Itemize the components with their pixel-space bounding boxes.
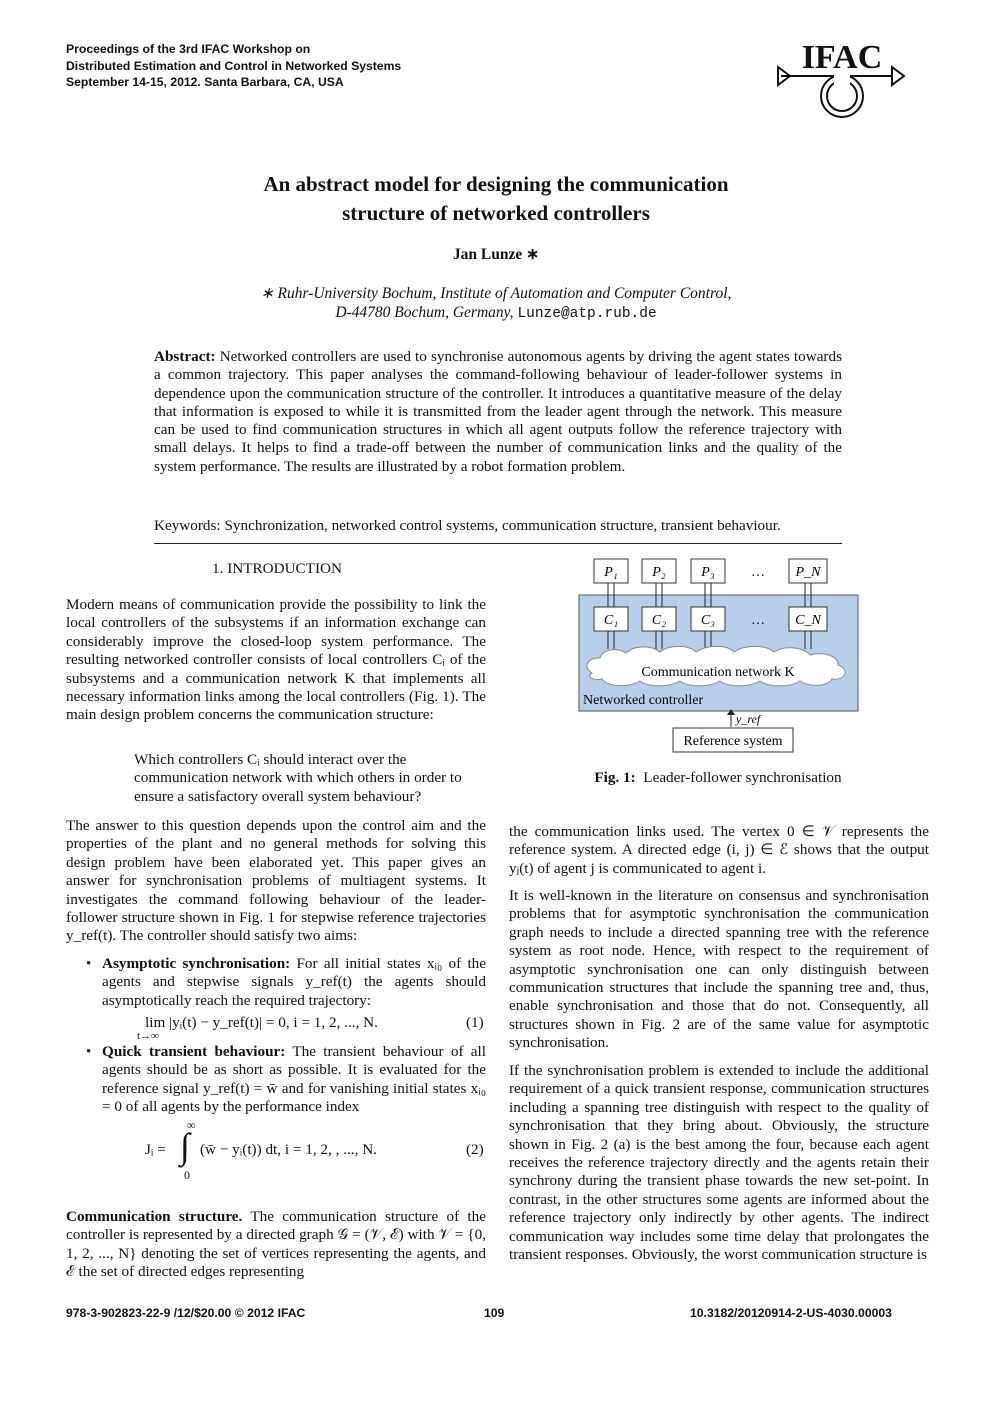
integral-icon: ∫	[180, 1126, 190, 1166]
equation-2-lower: 0	[184, 1168, 190, 1182]
plant-label: P₁	[604, 565, 618, 580]
caption-text: Leader-follower synchronisation	[643, 769, 842, 786]
footer-doi: 10.3182/20120914-2-US-4030.00003	[690, 1306, 892, 1320]
bullet-label: Quick transient behaviour:	[102, 1043, 286, 1060]
bullet-asymptotic	[86, 955, 487, 1010]
affiliation-line: D-44780 Bochum, Germany,	[335, 303, 514, 321]
section-heading: 1. INTRODUCTION	[212, 560, 342, 577]
paragraph-block	[509, 887, 929, 1053]
equation-1: lim |yᵢ(t) − y_ref(t)| = 0, i = 1, 2, ..., N.	[145, 1014, 378, 1031]
email-link[interactable]: Lunze@atp.rub.de	[517, 305, 657, 322]
bullet-text: The transient behaviour of all agents should be as short as possible. It is evaluated for the reference signal y_ref(t) = w̄ and for vanishing initial states xᵢ₀ = 0 of all agents by the performance index	[102, 1043, 486, 1116]
bullet-transient	[86, 1043, 486, 1117]
intro-paragraph	[66, 596, 486, 725]
controller-label: C₁	[603, 613, 619, 628]
abstract-text: Networked controllers are used to synchronise autonomous agents by driving the agent states towards a common trajectory. This paper analyses the command-following behaviour of leader-follower systems in dependence upon the communication structure of the controller. It introduces a quantitative measure of the delay that information is exposed to while it is transmitted from the leader agent through the network. This measure can be used to find communication structures in which all agent outputs follow the reference trajectory with small delays. It helps to find a trade-off between the number of communication links and the quality of the system performance. The results are illustrated by a robot formation problem.	[154, 348, 842, 475]
header-line: Distributed Estimation and Control in Networked Systems	[66, 58, 402, 73]
controller-label: C₂	[651, 613, 667, 628]
reference-system-label: Reference system	[683, 734, 783, 749]
equation-1-subscript: t→∞	[137, 1030, 159, 1042]
header-line: Proceedings of the 3rd IFAC Workshop on	[66, 42, 311, 56]
header-line: September 14-15, 2012. Santa Barbara, CA, USA	[66, 75, 344, 89]
paper-title	[120, 170, 872, 228]
bullet-text: For all initial states xᵢ₀ of the agents and stepwise signals y_ref(t) the agents should asymptotically reach the required trajectory:	[102, 955, 487, 1009]
paragraph-label: Communication structure.	[66, 1208, 243, 1225]
equation-2: (w̄ − yᵢ(t)) dt, i = 1, 2, , ..., N.	[200, 1141, 377, 1158]
ellipsis-label: …	[751, 565, 765, 580]
footer-isbn: 978-3-902823-22-9 /12/$20.00 © 2012 IFAC	[66, 1306, 306, 1320]
paragraph: The answer to this question depends upon the control aim and the properties of the plant and no general methods for solving this design problem have been elaborated yet. This paper gives an answer for synchronisation problems of multiagent systems. It investigates the command following behaviour of the leader-follower structure shown in Fig. 1 for stepwise reference trajectories y_ref(t). The controller should satisfy two aims:	[66, 817, 486, 945]
plant-row	[594, 559, 827, 583]
design-question: Which controllers Cᵢ should interact over the communication network with which others in order to ensure a satisfactory overall system behaviour?	[134, 751, 462, 805]
author-name: Jan Lunze ∗	[452, 246, 540, 263]
equation-2-upper: ∞	[187, 1118, 196, 1132]
paragraph-block	[66, 817, 486, 946]
figure-caption	[506, 769, 930, 787]
controller-label: C_N	[795, 613, 821, 628]
equation-2-lhs: Jᵢ =	[145, 1141, 166, 1158]
affiliation-line: ∗ Ruhr-University Bochum, Institute of Automation and Computer Control,	[260, 285, 732, 302]
caption-label: Fig. 1:	[594, 769, 636, 786]
bullet-icon: •	[86, 955, 92, 972]
keywords: Keywords: Synchronization, networked control systems, communication structure, transient behaviour.	[154, 517, 781, 534]
network-label: Communication network K	[641, 665, 795, 680]
figure-1-diagram	[578, 557, 864, 757]
paragraph: The communication structure of the controller is represented by a directed graph 𝒢 = (𝒱, ℰ) with 𝒱 = {0, 1, 2, ..., N} denoting the set of vertices representing the agents, and ℰ the set of directed edges representing	[66, 1208, 486, 1281]
plant-label: P_N	[795, 565, 821, 580]
abstract	[154, 348, 842, 476]
networked-controller-label: Networked controller	[583, 693, 704, 708]
controller-label: C₃	[700, 613, 716, 628]
title-line: An abstract model for designing the communication	[263, 172, 729, 196]
bullet-label: Asymptotic synchronisation:	[102, 955, 291, 972]
plant-label: P₃	[701, 565, 715, 580]
affiliation	[120, 285, 872, 323]
paragraph-block	[66, 1208, 486, 1282]
ifac-logo	[776, 36, 906, 122]
paragraph-block	[509, 823, 929, 878]
page-number: 109	[484, 1306, 505, 1320]
paragraph-block	[509, 1062, 929, 1264]
paragraph: If the synchronisation problem is extended to include the additional requirement of a quick transient response, communication structures including a spanning tree distinguish with respect to the quality of synchronisation that they bring about. Obviously, the structure shown in Fig. 2 (a) is the best among the four, because each agent receives the reference trajectory directly and the agents retain their synchrony during the transient phase towards the new set-point. In contrast, in the other structures some agents are informed about the reference trajectory only indirectly by other agents. The indirect communication way includes some time delay that prolongates the transient responses. Obviously, the worst communication structure is	[509, 1062, 929, 1264]
plant-label: P₂	[652, 565, 666, 580]
proceedings-header	[66, 41, 401, 91]
equation-number: (1)	[466, 1014, 484, 1031]
divider	[154, 543, 842, 544]
paragraph: It is well-known in the literature on consensus and synchronisation problems that for asymptotic synchronisation the communication graph needs to include a directed spanning tree with the reference system as root node. Hence, with respect to the requirement of asymptotic synchronisation one can only distinguish between communication structures that include the spanning tree and, thus, enable synchronisation and those that do not. Consequently, all structures shown in Fig. 2 are of the same value for asymptotic synchronisation.	[509, 887, 929, 1052]
yref-label: y_ref	[736, 712, 761, 726]
title-line: structure of networked controllers	[342, 201, 650, 225]
paragraph: Modern means of communication provide the possibility to link the local controllers of the subsystems if an information exchange can considerably improve the closed-loop system performance. The resulting networked controller consists of local controllers Cᵢ of the subsystems and a communication network K that implements all necessary information links among the local controllers (Fig. 1). The main design problem concerns the communication structure:	[66, 596, 486, 724]
logo-text: IFAC	[801, 39, 883, 76]
bullet-icon: •	[86, 1043, 92, 1060]
equation-number: (2)	[466, 1141, 484, 1158]
abstract-label: Abstract:	[154, 348, 216, 365]
paragraph: the communication links used. The vertex 0 ∈ 𝒱 represents the reference system. A directed edge (i, j) ∈ ℰ shows that the output yⱼ(t) of agent j is communicated to agent i.	[509, 823, 929, 877]
ellipsis-label: …	[751, 613, 765, 628]
